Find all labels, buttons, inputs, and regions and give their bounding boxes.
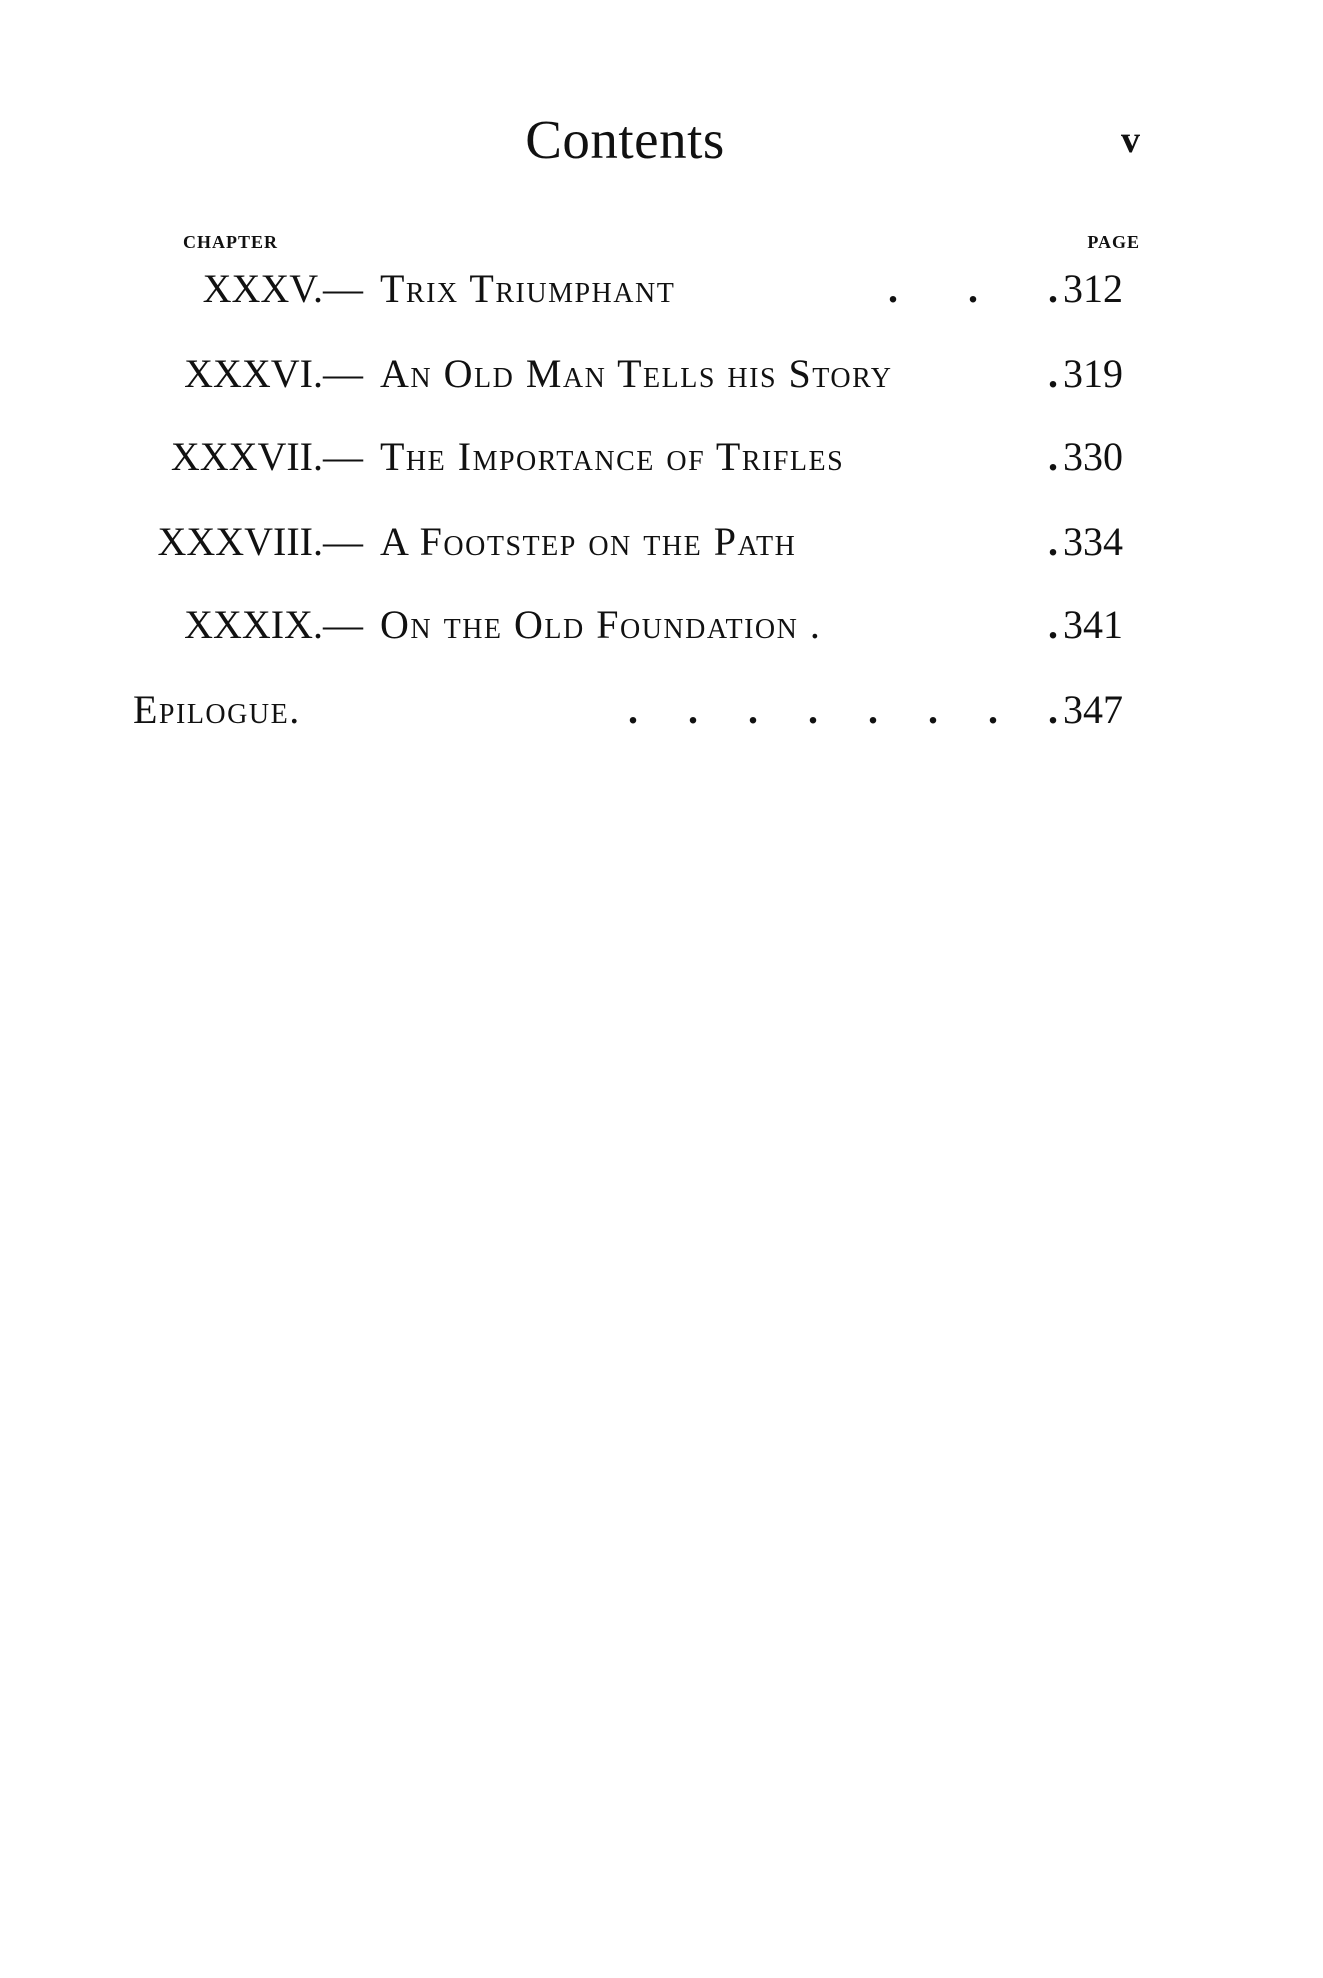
dot-leaders: . bbox=[1048, 519, 1058, 564]
chapter-page: 334 bbox=[1063, 519, 1123, 564]
dot-leaders: . bbox=[1048, 602, 1058, 647]
toc-entry[interactable] bbox=[0, 518, 1323, 578]
page-number: v bbox=[1121, 119, 1140, 161]
chapter-page: 330 bbox=[1063, 434, 1123, 479]
chapter-title: Trix Triumphant bbox=[380, 266, 676, 311]
chapter-separator: — bbox=[323, 434, 363, 479]
epilogue-title: Epilogue. bbox=[133, 687, 301, 732]
chapter-title: An Old Man Tells his Story bbox=[380, 351, 893, 396]
chapter-separator: — bbox=[323, 266, 363, 311]
toc-entry[interactable] bbox=[0, 433, 1323, 493]
chapter-numeral: XXXV. bbox=[202, 266, 323, 311]
dot-leaders: . . . . . . . . bbox=[628, 687, 1058, 732]
dot-leaders: . bbox=[1048, 351, 1058, 396]
dot-leaders: . bbox=[1048, 434, 1058, 479]
toc-entry-epilogue[interactable] bbox=[0, 686, 1323, 746]
chapter-numeral: XXXVI. bbox=[184, 351, 323, 396]
toc-entry[interactable] bbox=[0, 265, 1323, 325]
chapter-separator: — bbox=[323, 602, 363, 647]
chapter-title: A Footstep on the Path bbox=[380, 519, 797, 564]
chapter-title: The Importance of Trifles bbox=[380, 434, 845, 479]
chapter-title: On the Old Foundation . bbox=[380, 602, 822, 647]
dot-leaders: . . . bbox=[888, 266, 1058, 311]
chapter-numeral: XXXVII. bbox=[170, 434, 323, 479]
chapter-numeral: XXXVIII. bbox=[157, 519, 323, 564]
page-title: Contents bbox=[525, 109, 725, 170]
page-column-heading: PAGE bbox=[1087, 232, 1140, 252]
epilogue-page: 347 bbox=[1063, 687, 1123, 732]
chapter-page: 341 bbox=[1063, 602, 1123, 647]
chapter-page: 312 bbox=[1063, 266, 1123, 311]
chapter-separator: — bbox=[323, 519, 363, 564]
chapter-separator: — bbox=[323, 351, 363, 396]
toc-entry[interactable] bbox=[0, 350, 1323, 410]
chapter-page: 319 bbox=[1063, 351, 1123, 396]
chapter-column-heading: CHAPTER bbox=[183, 232, 279, 252]
toc-entry[interactable] bbox=[0, 601, 1323, 661]
chapter-numeral: XXXIX. bbox=[184, 602, 323, 647]
